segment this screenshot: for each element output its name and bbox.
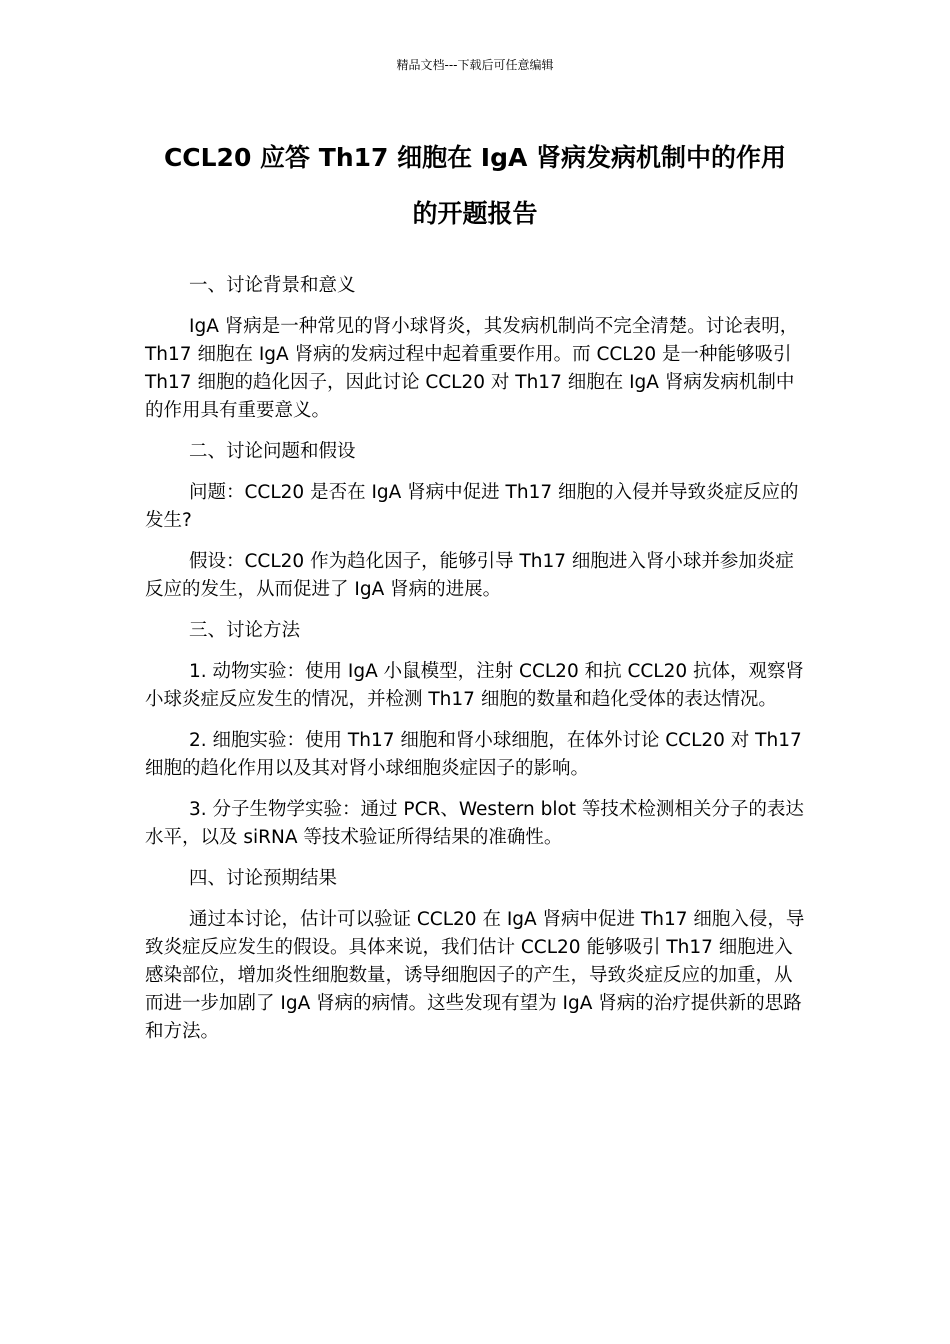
paragraph-hypothesis: 假设：CCL20 作为趋化因子，能够引导 Th17 细胞进入肾小球并参加炎症反应的发生，从而促进了 IgA 肾病的进展。	[145, 551, 794, 600]
title-line-2: 的开题报告	[412, 199, 538, 228]
section-heading-questions: 二、讨论问题和假设	[189, 441, 356, 462]
document-body	[145, 272, 810, 1059]
paragraph-method-animal: 1. 动物实验：使用 IgA 小鼠模型，注射 CCL20 和抗 CCL20 抗体，观察肾小球炎症反应发生的情况，并检测 Th17 细胞的数量和趋化受体的表达情况。	[145, 661, 805, 710]
paragraph-background: IgA 肾病是一种常见的肾小球肾炎，其发病机制尚不完全清楚。讨论表明，Th17 细胞在 IgA 肾病的发病过程中起着重要作用。而 CCL20 是一种能够吸引 Th17 细胞的趋化因子，因此讨论 CCL20 对 Th17 细胞在 IgA 肾病发病机制中的作用具有重要意义。	[145, 316, 799, 421]
paragraph-method-molecular: 3. 分子生物学实验：通过 PCR、Western blot 等技术检测相关分子的表达水平，以及 siRNA 等技术验证所得结果的准确性。	[145, 799, 804, 848]
page-header: 精品文档---下载后可任意编辑	[396, 58, 554, 72]
section-heading-methods: 三、讨论方法	[189, 620, 301, 641]
paragraph-method-cell: 2. 细胞实验：使用 Th17 细胞和肾小球细胞，在体外讨论 CCL20 对 Th17 细胞的趋化作用以及其对肾小球细胞炎症因子的影响。	[145, 730, 802, 779]
paragraph-question: 问题：CCL20 是否在 IgA 肾病中促进 Th17 细胞的入侵并导致炎症反应的发生?	[145, 482, 799, 531]
paragraph-expected-results: 通过本讨论，估计可以验证 CCL20 在 IgA 肾病中促进 Th17 细胞入侵，导致炎症反应发生的假设。具体来说，我们估计 CCL20 能够吸引 Th17 细胞进入感染部位，增加炎性细胞数量，诱导细胞因子的产生，导致炎症反应的加重，从而进一步加剧了 IgA 肾病的病情。这些发现有望为 IgA 肾病的治疗提供新的思路和方法。	[145, 909, 805, 1042]
title-line-1: CCL20 应答 Th17 细胞在 IgA 肾病发病机制中的作用	[163, 143, 787, 172]
document-title	[110, 130, 840, 242]
section-heading-background: 一、讨论背景和意义	[189, 275, 356, 296]
section-heading-expected-results: 四、讨论预期结果	[189, 868, 338, 889]
